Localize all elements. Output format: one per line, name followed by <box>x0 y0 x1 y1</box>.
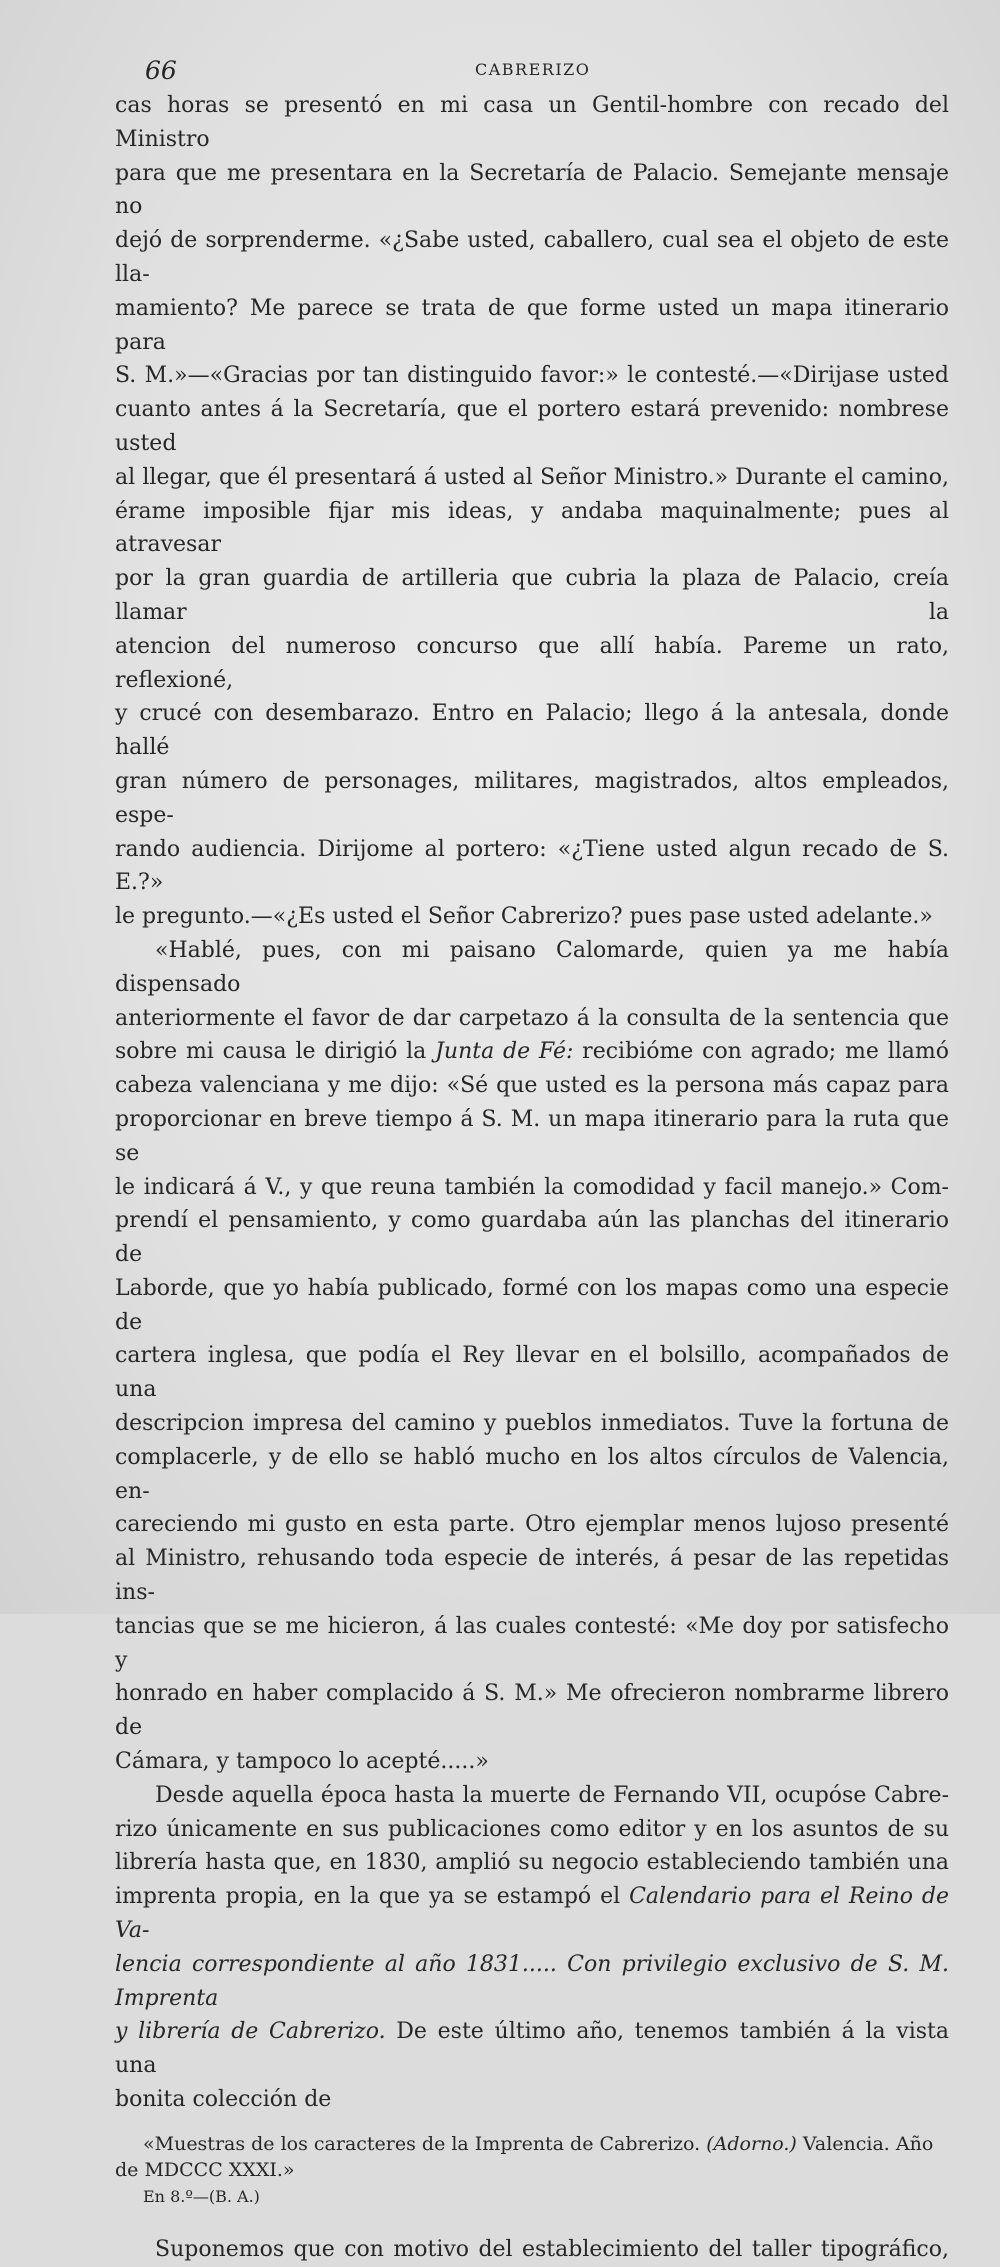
text-line <box>115 1880 949 1948</box>
running-head: CABRERIZO <box>475 60 591 79</box>
text-line: por la gran guardia de artilleria que cubria la plaza de Palacio, creía llamar la <box>115 566 949 625</box>
text-line: atencion del numeroso concurso que allí había. Pareme un rato, reflexioné, <box>115 633 949 693</box>
paragraph-1 <box>115 89 949 934</box>
text-span: recibióme con agrado; me llamó <box>573 1039 949 1065</box>
text-line: honrado en haber complacido á S. M.» Me ofrecieron nombrarme librero de <box>115 1681 949 1741</box>
text-line: S. M.»—«Gracias por tan distinguido favor:» le contesté.—«Dirijase usted <box>115 363 949 389</box>
text-line: cabeza valenciana y me dijo: «Sé que usted es la persona más capaz para <box>115 1073 949 1099</box>
italic-title-calendario-cont: lencia correspondiente al año 1831..... Con privilegio exclusivo de S. M. Imprenta <box>115 1951 949 2011</box>
text-line <box>115 1035 949 1069</box>
paragraph-3 <box>115 1779 949 2117</box>
page-body <box>115 89 949 2267</box>
text-line: cas horas se presentó en mi casa un Gentil-hombre con recado del Ministro <box>115 93 949 152</box>
text-line: mamiento? Me parece se trata de que forme usted un mapa itinerario para <box>115 295 949 355</box>
text-line: anteriormente el favor de dar carpetazo á la consulta de la sentencia que <box>115 1005 949 1031</box>
quote-line <box>115 2131 949 2157</box>
italic-title-libreria: y librería de Cabrerizo. <box>115 2019 386 2045</box>
text-line: cuanto antes á la Secretaría, que el portero estará prevenido: nombrese usted <box>115 397 949 456</box>
text-line: Desde aquella época hasta la muerte de Fernando VII, ocupóse Cabre- <box>155 1782 949 1808</box>
quote-line: de MDCCC XXXI.» <box>115 2158 295 2181</box>
text-line: dejó de sorprenderme. «¿Sabe usted, caballero, cual sea el objeto de este lla- <box>115 228 949 287</box>
text-span: Valencia. Año <box>796 2132 934 2155</box>
text-line: al Ministro, rehusando toda especie de interés, á pesar de las repetidas ins- <box>115 1546 949 1606</box>
text-line: gran número de personages, militares, magistrados, altos empleados, espe- <box>115 768 949 828</box>
text-line: librería hasta que, en 1830, amplió su negocio estableciendo también una <box>115 1850 949 1876</box>
page-header <box>145 56 945 86</box>
text-line: le pregunto.—«¿Es usted el Señor Cabrerizo? pues pase usted adelante.» <box>115 904 933 930</box>
text-line: descripcion impresa del camino y pueblos inmediatos. Tuve la fortuna de <box>115 1411 949 1437</box>
spacer <box>115 2209 949 2233</box>
text-span: «Muestras de los caracteres de la Imprenta de Cabrerizo. <box>143 2132 707 2155</box>
text-line: para que me presentara en la Secretaría de Palacio. Semejante mensaje no <box>115 160 949 220</box>
text-span: sobre mi causa le dirigió la <box>115 1039 436 1065</box>
page-number: 66 <box>145 56 177 85</box>
text-line: bonita colección de <box>115 2087 332 2113</box>
text-line: complacerle, y de ello se habló mucho en los altos círculos de Valencia, en- <box>115 1444 949 1504</box>
text-line: prendí el pensamiento, y como guardaba aún las planchas del itinerario de <box>115 1208 949 1268</box>
bibliographic-reference: En 8.º—(B. A.) <box>143 2186 260 2206</box>
text-line: proporcionar en breve tiempo á S. M. un mapa itinerario para la ruta que se <box>115 1106 949 1166</box>
text-line <box>115 1948 949 2016</box>
text-line: y crucé con desembarazo. Entro en Palacio; llego á la antesala, donde hallé <box>115 701 949 761</box>
italic-adorno: (Adorno.) <box>706 2132 797 2155</box>
text-line: «Hablé, pues, con mi paisano Calomarde, quien ya me había dispensado <box>115 937 949 997</box>
text-line: rizo únicamente en sus publicaciones como editor y en los asuntos de su <box>115 1816 949 1842</box>
text-line <box>115 2015 949 2083</box>
paragraph-4 <box>115 2233 949 2267</box>
text-span: De este último año, tenemos también á la vista una <box>115 2019 950 2079</box>
paragraph-2 <box>115 934 949 1779</box>
text-line: le indicará á V., y que reuna también la comodidad y facil manejo.» Com- <box>115 1174 949 1200</box>
text-line: érame imposible fijar mis ideas, y andaba maquinalmente; pues al atravesar <box>115 498 949 558</box>
text-line: Suponemos que con motivo del establecimiento del taller tipográfico, <box>155 2236 949 2262</box>
text-line: rando audiencia. Dirijome al portero: «¿Tiene usted algun recado de S. E.?» <box>115 836 949 896</box>
text-line: Cámara, y tampoco lo acepté.....» <box>115 1749 489 1775</box>
text-span: imprenta propia, en la que ya se estampó el <box>115 1884 630 1910</box>
italic-title-junta: Junta de Fé: <box>435 1039 574 1065</box>
text-line: careciendo mi gusto en esta parte. Otro ejemplar menos lujoso presenté <box>115 1512 949 1538</box>
bibliographic-quote <box>115 2131 949 2209</box>
text-line: cartera inglesa, que podía el Rey llevar en el bolsillo, acompañados de una <box>115 1343 949 1403</box>
text-line: al llegar, que él presentará á usted al Señor Ministro.» Durante el camino, <box>115 464 949 490</box>
text-line: tancias que se me hicieron, á las cuales contesté: «Me doy por satisfecho y <box>115 1613 949 1673</box>
italic-title-calendario: Calendario para el Reino de Va- <box>115 1884 949 1944</box>
text-line: Laborde, que yo había publicado, formé con los mapas como una especie de <box>115 1275 949 1335</box>
